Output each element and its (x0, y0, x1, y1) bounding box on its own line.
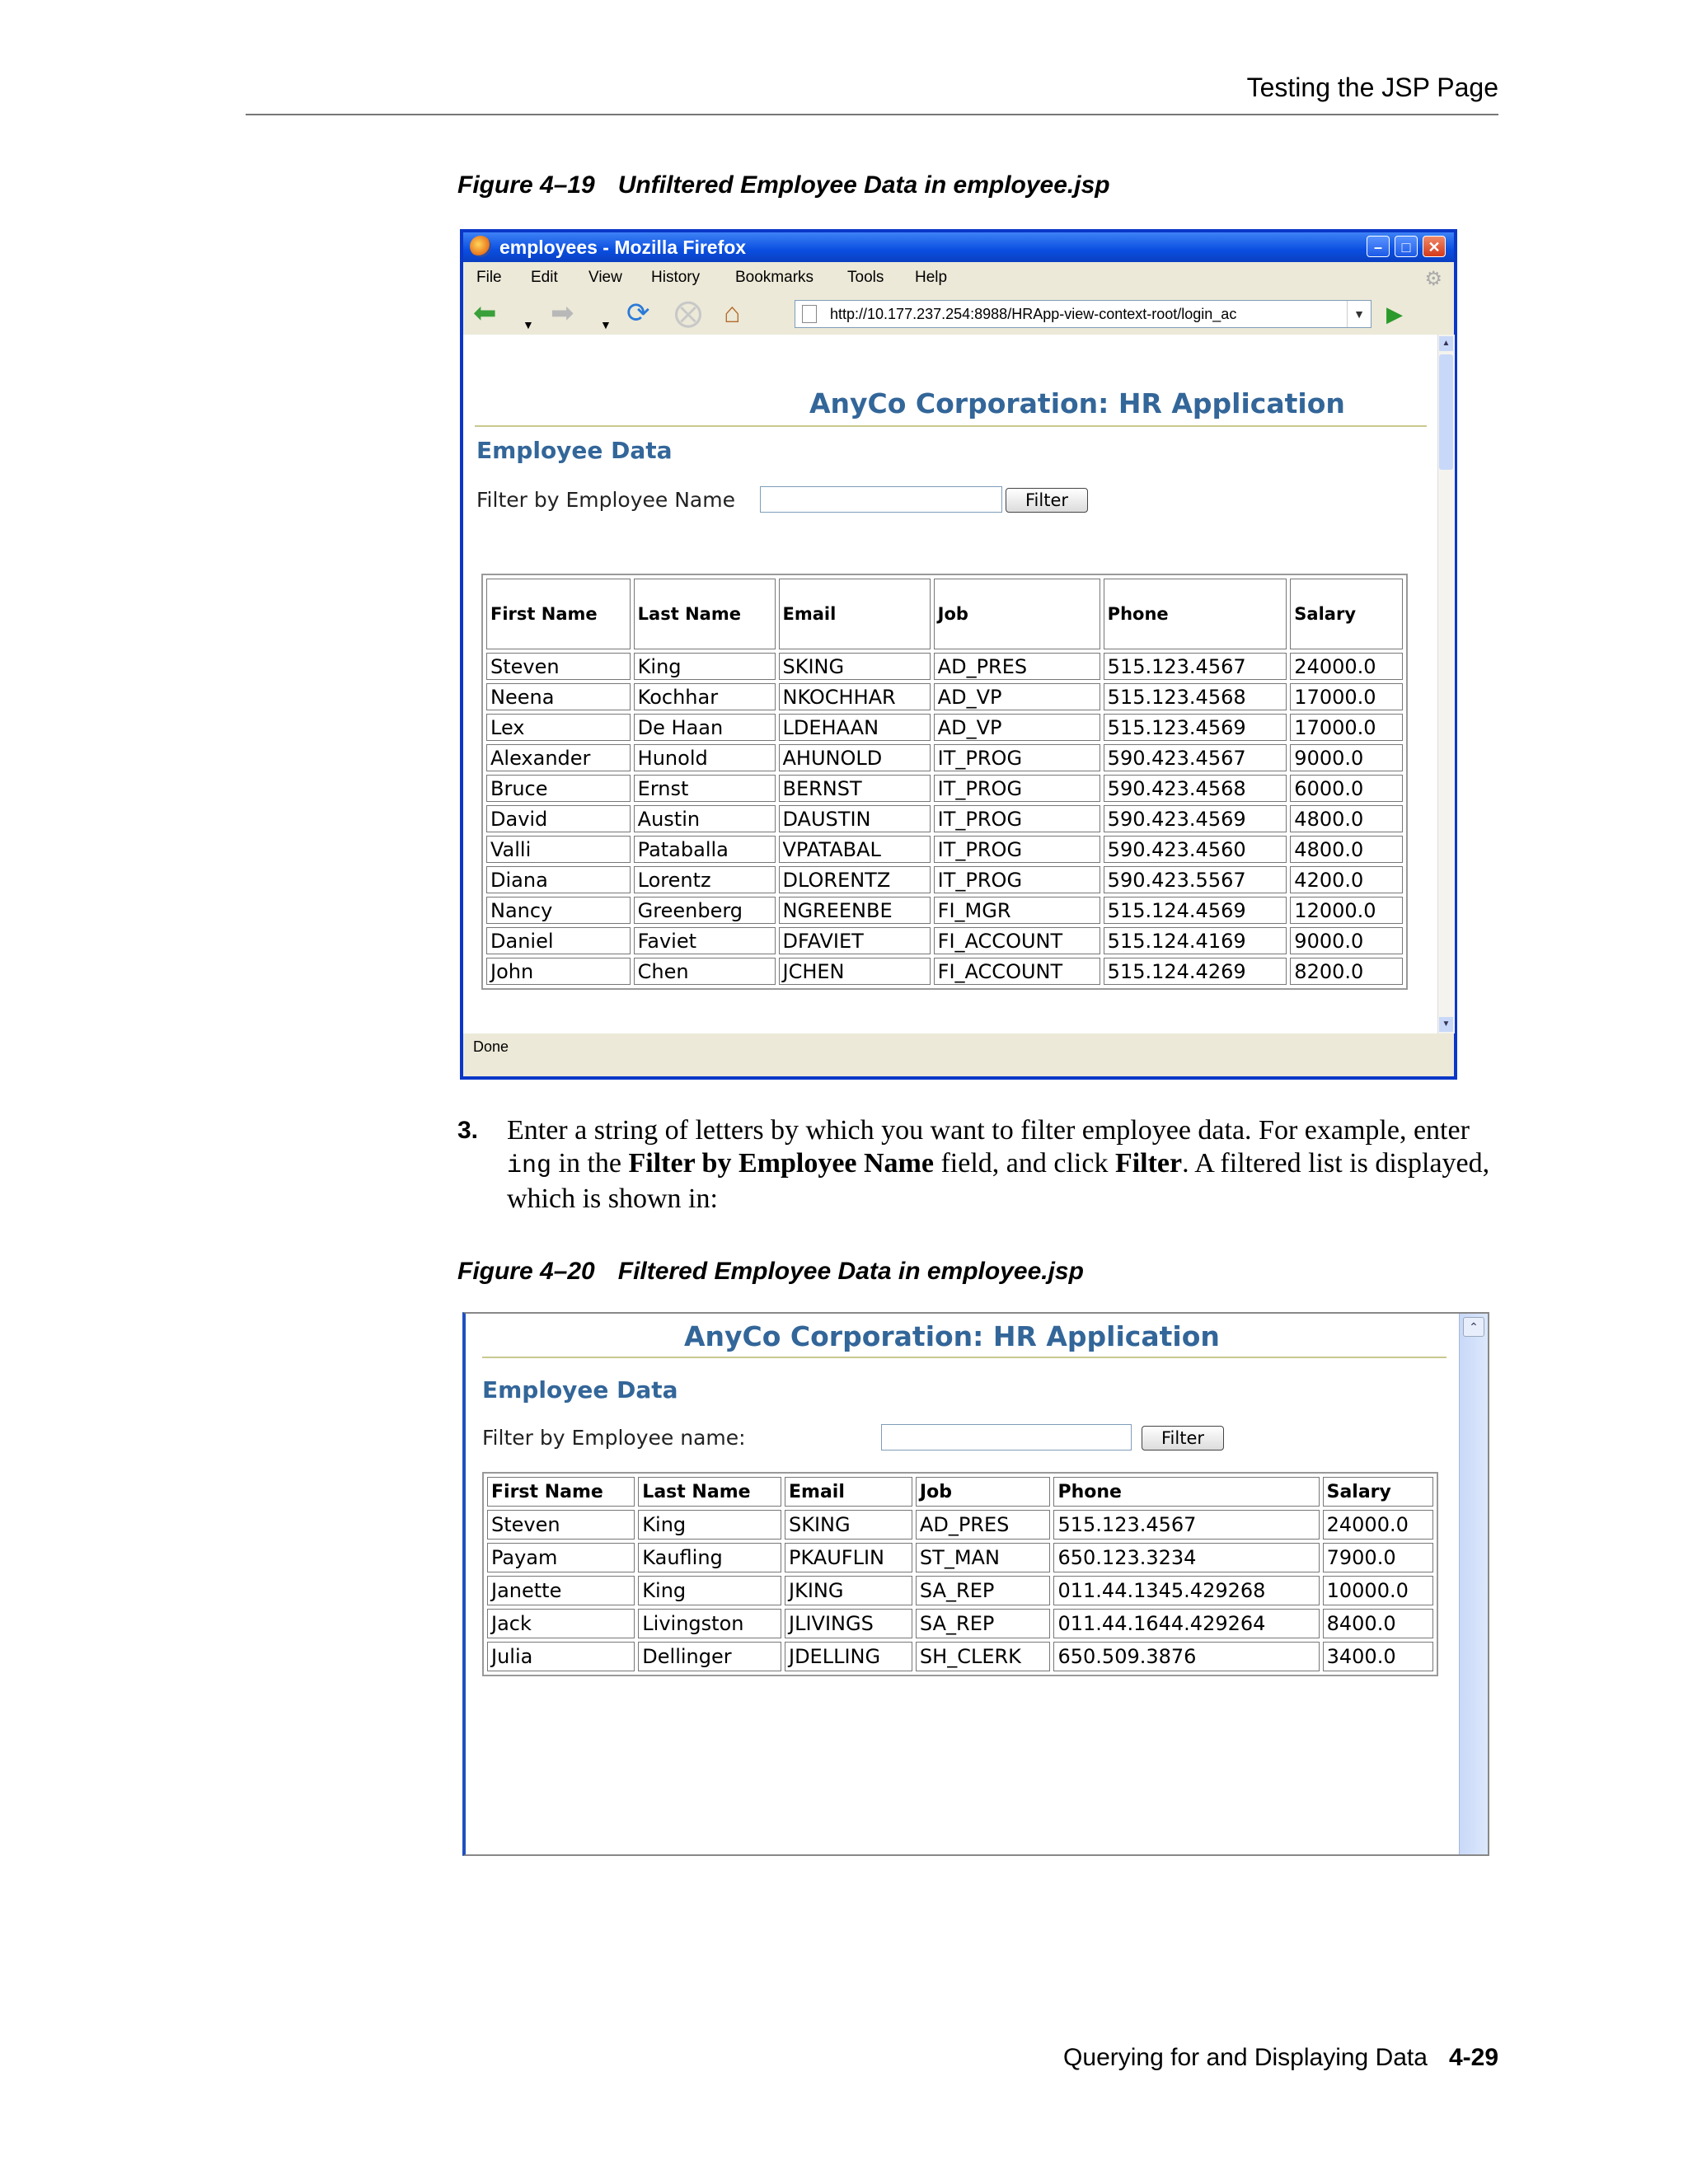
filtered-table-cell: PKAUFLIN (785, 1543, 912, 1572)
employee-table-cell: 9000.0 (1290, 744, 1403, 771)
scroll-down-icon[interactable]: ▼ (1439, 1017, 1453, 1032)
figure-2-title: Filtered Employee Data in employee.jsp (617, 1258, 1084, 1285)
minimize-icon[interactable]: – (1367, 236, 1390, 257)
employee-table-cell: 515.124.4269 (1104, 958, 1287, 985)
figure-2-number: Figure 4–20 (457, 1258, 595, 1285)
filtered-table-cell: SA_REP (916, 1576, 1051, 1605)
employee-table-cell: FI_ACCOUNT (934, 958, 1100, 985)
employee-table-cell: Pataballa (634, 836, 776, 863)
employee-table-cell: BERNST (779, 775, 931, 802)
step-text-4: . A filtered list is displayed, which is shown in: (507, 1148, 1490, 1214)
figure-2-caption (457, 1258, 1084, 1286)
filtered-table-cell: 24000.0 (1323, 1510, 1433, 1540)
menu-history[interactable]: History (651, 269, 701, 286)
running-head: Testing the JSP Page (1246, 73, 1498, 102)
filtered-table-cell: SH_CLERK (916, 1642, 1051, 1671)
filtered-table-cell: 8400.0 (1323, 1609, 1433, 1638)
employee-column-header: Salary (1290, 579, 1403, 649)
page-footer (1063, 2044, 1498, 2072)
app-title: AnyCo Corporation: HR Application (809, 387, 1345, 419)
employee-table-cell: IT_PROG (934, 866, 1100, 893)
employee-table-cell: Valli (486, 836, 631, 863)
filtered-table-cell: Dellinger (638, 1642, 781, 1671)
filtered-table-cell: Livingston (638, 1609, 781, 1638)
employee-table-cell: Ernst (634, 775, 776, 802)
employee-column-header: Job (934, 579, 1100, 649)
filtered-table-cell: JKING (785, 1576, 912, 1605)
employee-table-row (486, 958, 1403, 985)
filtered-table-cell: Janette (487, 1576, 635, 1605)
filtered-table-row (487, 1543, 1433, 1572)
employee-table-cell: Greenberg (634, 897, 776, 924)
employee-table-cell: IT_PROG (934, 836, 1100, 863)
step-bold-1: Filter by Employee Name (628, 1148, 934, 1179)
forward-dropdown-icon[interactable]: ▼ (600, 318, 612, 331)
filtered-table-cell: ST_MAN (916, 1543, 1051, 1572)
firefox-icon (470, 236, 491, 257)
filter-label-2: Filter by Employee name: (482, 1426, 746, 1450)
employee-table-cell: JCHEN (779, 958, 931, 985)
employee-table-cell: 515.123.4569 (1104, 714, 1287, 741)
employee-table-row (486, 775, 1403, 802)
employee-table-row (486, 805, 1403, 832)
window-title: employees - Mozilla Firefox (499, 237, 747, 258)
employee-column-header: First Name (486, 579, 631, 649)
filtered-table-cell: King (638, 1576, 781, 1605)
employee-table-cell: Lex (486, 714, 631, 741)
employee-table-cell: Bruce (486, 775, 631, 802)
employee-table-cell: Diana (486, 866, 631, 893)
firefox-window (460, 229, 1457, 1080)
filtered-table-row (487, 1576, 1433, 1605)
employee-table-cell: 4800.0 (1290, 836, 1403, 863)
app-title-2: AnyCo Corporation: HR Application (684, 1320, 1220, 1352)
employee-table-cell: SKING (779, 653, 931, 680)
filtered-table-row (487, 1609, 1433, 1638)
back-icon[interactable]: ⬅ (473, 298, 497, 329)
filtered-table-cell: Jack (487, 1609, 635, 1638)
employee-table-cell: 12000.0 (1290, 897, 1403, 924)
address-bar[interactable] (795, 300, 1372, 328)
footer-section: Querying for and Displaying Data (1063, 2044, 1428, 2071)
address-url: http://10.177.237.254:8988/HRApp-view-context-root/login_ac (830, 306, 1237, 322)
employee-table-cell: 6000.0 (1290, 775, 1403, 802)
employee-table-cell: AHUNOLD (779, 744, 931, 771)
filter-button-2[interactable]: Filter (1142, 1426, 1224, 1451)
employee-table-cell: Neena (486, 683, 631, 710)
filter-input[interactable] (760, 486, 1002, 513)
filtered-table-cell: AD_PRES (916, 1510, 1051, 1540)
reload-icon[interactable]: ⟳ (626, 298, 650, 329)
step-text-3: field, and click (933, 1148, 1115, 1179)
employee-table-cell: King (634, 653, 776, 680)
figure-1-number: Figure 4–19 (457, 171, 595, 199)
step-text (507, 1114, 1512, 1216)
menu-help[interactable]: Help (915, 269, 948, 286)
employee-table-cell: John (486, 958, 631, 985)
employee-table-cell: David (486, 805, 631, 832)
employee-table-cell: DLORENTZ (779, 866, 931, 893)
employee-table-row (486, 927, 1403, 954)
figure-1-title: Unfiltered Employee Data in employee.jsp (617, 171, 1110, 199)
employee-table-cell: 515.123.4567 (1104, 653, 1287, 680)
employee-table-cell: De Haan (634, 714, 776, 741)
filtered-column-header: Last Name (638, 1477, 781, 1507)
figure-1-caption (457, 171, 1110, 199)
employee-table-cell: 590.423.4569 (1104, 805, 1287, 832)
employee-table-cell: 9000.0 (1290, 927, 1403, 954)
vertical-scrollbar[interactable] (1437, 335, 1455, 1033)
filtered-table-cell: King (638, 1510, 781, 1540)
scroll-up-icon[interactable]: ▲ (1439, 336, 1453, 351)
employee-table-cell: 4200.0 (1290, 866, 1403, 893)
employee-table-cell: 590.423.4560 (1104, 836, 1287, 863)
filtered-column-header: First Name (487, 1477, 635, 1507)
employee-table-cell: AD_PRES (934, 653, 1100, 680)
employee-table-cell: 24000.0 (1290, 653, 1403, 680)
employee-table-row (486, 897, 1403, 924)
employee-table-cell: 590.423.5567 (1104, 866, 1287, 893)
employee-table-cell: Alexander (486, 744, 631, 771)
employee-table-cell: 515.123.4568 (1104, 683, 1287, 710)
filtered-table-cell: Julia (487, 1642, 635, 1671)
filtered-column-header: Phone (1053, 1477, 1319, 1507)
filtered-column-header: Salary (1323, 1477, 1433, 1507)
employee-table-cell: Hunold (634, 744, 776, 771)
menu-tools[interactable]: Tools (847, 269, 884, 286)
filtered-table-row (487, 1642, 1433, 1671)
employee-table-cell: Daniel (486, 927, 631, 954)
window-title-bar (463, 232, 1454, 262)
filtered-column-header: Email (785, 1477, 912, 1507)
section-title-2: Employee Data (482, 1376, 678, 1404)
filtered-table-cell: 011.44.1345.429268 (1053, 1576, 1319, 1605)
employee-table-row (486, 744, 1403, 771)
filtered-table-cell: JDELLING (785, 1642, 912, 1671)
employee-table-cell: VPATABAL (779, 836, 931, 863)
employee-table-cell: Kochhar (634, 683, 776, 710)
app-title-rule-2 (482, 1357, 1447, 1358)
employee-table-cell: Nancy (486, 897, 631, 924)
employee-table-row (486, 836, 1403, 863)
page-icon (802, 305, 817, 323)
employee-table-cell: AD_VP (934, 714, 1100, 741)
menu-edit[interactable]: Edit (531, 269, 558, 286)
filtered-table-cell: 7900.0 (1323, 1543, 1433, 1572)
back-dropdown-icon[interactable]: ▼ (523, 318, 534, 331)
employee-table-cell: Lorentz (634, 866, 776, 893)
header-rule (246, 114, 1498, 115)
forward-icon[interactable]: ➡ (551, 298, 574, 329)
employee-column-header: Last Name (634, 579, 776, 649)
app-title-rule (475, 425, 1427, 427)
employee-table-cell: NKOCHHAR (779, 683, 931, 710)
step-text-2: in the (551, 1148, 629, 1179)
employee-table-cell: IT_PROG (934, 744, 1100, 771)
employee-column-header: Email (779, 579, 931, 649)
employee-table-row (486, 683, 1403, 710)
employee-table-cell: Austin (634, 805, 776, 832)
section-title: Employee Data (476, 437, 673, 464)
employee-table-cell: 17000.0 (1290, 683, 1403, 710)
employee-table-cell: Faviet (634, 927, 776, 954)
employee-table-cell: FI_ACCOUNT (934, 927, 1100, 954)
employee-table-cell: IT_PROG (934, 805, 1100, 832)
filter-button[interactable]: Filter (1006, 488, 1088, 513)
address-dropdown-icon[interactable]: ▼ (1347, 301, 1371, 327)
employee-table-cell: 515.124.4569 (1104, 897, 1287, 924)
employee-table-cell: DAUSTIN (779, 805, 931, 832)
employee-table-cell: AD_VP (934, 683, 1100, 710)
menu-bar (463, 262, 1454, 292)
employee-table-cell: Chen (634, 958, 776, 985)
stop-icon[interactable]: ⨂ (674, 298, 702, 329)
step-text-1: Enter a string of letters by which you want to filter employee data. For example, enter (507, 1115, 1470, 1146)
employee-table-cell: 17000.0 (1290, 714, 1403, 741)
employee-column-header: Phone (1104, 579, 1287, 649)
employee-table-cell: NGREENBE (779, 897, 931, 924)
employee-table-cell: 590.423.4567 (1104, 744, 1287, 771)
filtered-table-cell: 515.123.4567 (1053, 1510, 1319, 1540)
filtered-table-cell: JLIVINGS (785, 1609, 912, 1638)
employee-table-cell: 590.423.4568 (1104, 775, 1287, 802)
filtered-table-row (487, 1510, 1433, 1540)
step-bold-2: Filter (1114, 1148, 1183, 1179)
close-icon[interactable]: ✕ (1423, 236, 1446, 257)
filtered-table-cell: SKING (785, 1510, 912, 1540)
scrollbar-thumb[interactable] (1439, 354, 1453, 470)
home-icon[interactable]: ⌂ (724, 298, 741, 329)
filtered-column-header: Job (916, 1477, 1051, 1507)
step-3 (457, 1114, 1512, 1216)
employee-table-cell: FI_MGR (934, 897, 1100, 924)
status-text: Done (473, 1038, 509, 1055)
employee-table-cell: LDEHAAN (779, 714, 931, 741)
employee-table-cell: 4800.0 (1290, 805, 1403, 832)
filter-input-2[interactable] (881, 1424, 1132, 1451)
throbber-icon: ⚙ (1424, 268, 1442, 290)
page-content (463, 335, 1437, 1033)
employee-table-row (486, 714, 1403, 741)
menu-bookmarks[interactable]: Bookmarks (735, 269, 814, 286)
step-code: ing (507, 1152, 552, 1180)
filtered-table-cell: 10000.0 (1323, 1576, 1433, 1605)
employee-table-cell: 515.124.4169 (1104, 927, 1287, 954)
status-bar (463, 1033, 1454, 1076)
step-number: 3. (457, 1117, 479, 1144)
filtered-table-cell: 650.509.3876 (1053, 1642, 1319, 1671)
filtered-table-cell: Steven (487, 1510, 635, 1540)
employee-table (481, 574, 1408, 990)
filtered-table-cell: SA_REP (916, 1609, 1051, 1638)
employee-table-row (486, 653, 1403, 680)
employee-table-cell: Steven (486, 653, 631, 680)
employee-table-row (486, 866, 1403, 893)
employee-table-cell: IT_PROG (934, 775, 1100, 802)
navigation-toolbar (463, 292, 1454, 335)
scroll-up-icon-2[interactable]: ⌃ (1463, 1317, 1484, 1337)
filtered-table-cell: 650.123.3234 (1053, 1543, 1319, 1572)
filtered-table-cell: Kaufling (638, 1543, 781, 1572)
maximize-icon[interactable]: □ (1395, 236, 1418, 257)
employee-table-cell: DFAVIET (779, 927, 931, 954)
filtered-page-screenshot (462, 1312, 1489, 1856)
page-number: 4-29 (1448, 2044, 1498, 2071)
menu-view[interactable]: View (588, 269, 622, 286)
filtered-table-cell: 011.44.1644.429264 (1053, 1609, 1319, 1638)
vertical-scrollbar-2[interactable] (1459, 1314, 1488, 1854)
filtered-table-cell: 3400.0 (1323, 1642, 1433, 1671)
menu-file[interactable]: File (476, 269, 502, 286)
go-icon[interactable]: ▶ (1386, 302, 1403, 326)
employee-table-cell: 8200.0 (1290, 958, 1403, 985)
filtered-employee-table (482, 1472, 1438, 1676)
filtered-table-cell: Payam (487, 1543, 635, 1572)
filter-label: Filter by Employee Name (476, 488, 735, 512)
